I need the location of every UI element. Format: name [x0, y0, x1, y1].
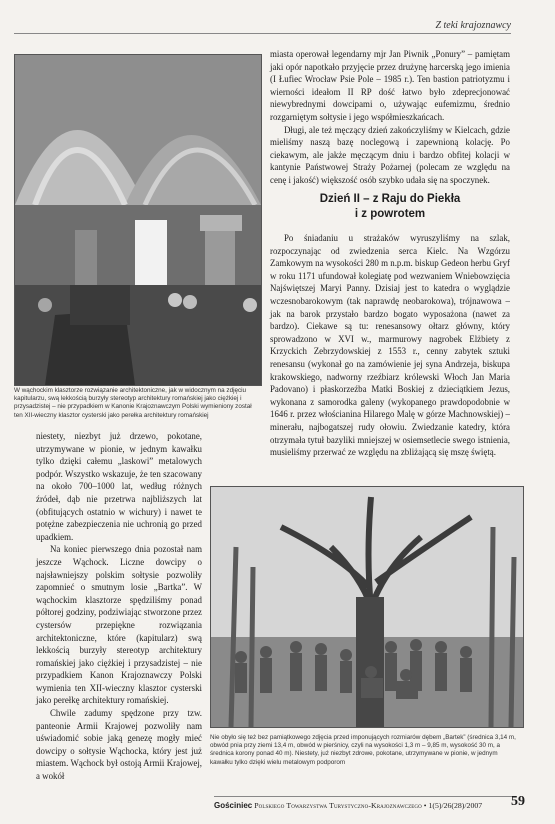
paragraph: niestety, niezbyt już drzewo, pokotane, utrzymywane w pionie, w jednym kawałku tylko dzięki całemu „laskowi” metalowych podpór. Wszystko wskazuje, że ten szacowany na około 700–1000 lat, według różnych źródeł, dąb nie przetrwa najbliższych lat (obfitujących ostatnio w wichury) i nawet te potężne zabezpieczenia nie uchronią go przed upadkiem.	[36, 431, 202, 542]
page-footer	[214, 796, 515, 810]
page-number: 59	[511, 794, 525, 809]
photo-bartek-oak	[210, 486, 524, 728]
photo-bartek-oak-caption: Nie obyło się też bez pamiątkowego zdjęcia przed imponujących rozmiarów dębem „Bartek” (średnica 3,14 m, obwód pnia przy ziemi 13,4 m, obwód w pierśnicy, czyli na wysokości 1,3 m – 9,85 m, wysokość 30 m, a średnica korony ponad 40 m). Niestety, już niezbyt zdrowe, pokotane, utrzymywane w pionie, w jednym kawałku tylko dzięki wielu metalowym podporom	[210, 734, 516, 766]
paragraph: miasta operował legendarny mjr Jan Piwnik „Ponury” – pamiętam jaki opór napotkało przyjęcie przez drużynę harcerską jego imienia (I Łufiec Wrocław Psie Pole – 1985 r.). Ten bastion patriotyzmu i wierności ideałom II RP dość łatwo było zdeprecjonować niewybrednymi dowcipami o, używając eufemizmu, średnio rozgarniętym sołtysie i jego współmieszkańcach.	[270, 49, 510, 122]
paragraph: Chwile zadumy spędzone przy tzw. panteonie Armii Krajowej pozwoliły nam uświadomić sobie jaką genezę mogły mieć dowcipy o sołtysie Wąchocka, który jest już miastem. Wąchock był ostoją Armii Krajowej, a wokół	[36, 708, 202, 782]
section-heading	[270, 192, 510, 222]
chapter-house-image	[15, 55, 261, 385]
paragraph: Na koniec pierwszego dnia pozostał nam jeszcze Wąchock. Liczne dowcipy o najsławniejszy polskim sołtysie pozwoliły zapomnieć o smutnym losie „Bartka”. W wąchockim klasztorze spędziliśmy ponad półtorej godziny, podziwiając stworzone przez cystersów przepiękne rozwiązania architektoniczne, które (kapitularz) swą lekkością burzyły stereotyp architektury romańskiej jako ciężkiej i przysadzistej – nie przypadkiem Kanon Krajoznawczy Polski wymienia ten XII-wieczny klasztor cysterski jako perełkę architektury romańskiej.	[36, 544, 202, 706]
right-column-middle	[270, 232, 510, 459]
right-column-upper	[270, 48, 510, 187]
photo-chapter-house-caption: W wąchockim klasztorze rozwiązanie architektoniczne, jak w widocznym na zdjęciu kapitularzu, swą lekkością burzyły stereotyp architektury romańskiej jako ciężkiej i przysadzistej – nie przypadkiem w Kanonie Krajoznawczym Polski wymieniony został ten XII-wieczny klasztor cysterski jako perełka architektury romańskiej	[14, 387, 252, 419]
header-rule	[14, 33, 511, 34]
left-column-lower	[36, 430, 202, 783]
paragraph: Po śniadaniu u strażaków wyruszyliśmy na szlak, rozpoczynając od zwiedzenia serca Kielc. Na Wzgórzu Zamkowym na wysokości 280 m n.p.m. biskup Gedeon herbu Gryf w roku 1171 ufundował kolegiatę pod wezwaniem Wniebowzięcia Najświętszej Maryi Panny. Dzisiaj jest to katedra o wyglądzie wczesnobarokowym (tak naprawdę neobarokowa), trójnawowa – jak na barok przystało bardzo bogato wyposażona (nawet za bardzo). Ciekawe są tu: renesansowy ołtarz główny, który sprowadzono w XVI w., marmurowy nagrobek Elżbiety z Krzyckich Zebrzydowskiej z 1553 r., cenny zabytek sztuki renesansu (wykonał go na zamówienie jej syna Andrzeja, biskupa krakowskiego, nadworny rzeźbiarz królewski Włoch Jan Maria Padovano) i płaskorzeźba Matki Boskiej z dzieciątkiem Jezus, wykonana z samorodka galeny (wykopanego prawdopodobnie w 1646 r. przez włościanina Hilarego Malę w górze Machnowskiej) – minerału, najbogatszej rudy ołowiu. Zwiedzanie katedry, która otrzymała tytuł bazyliki mniejszej w osiemsetlecie swego istnienia, musieliśmy przerwać ze względu na zbliżającą się mszę świętą.	[270, 233, 510, 458]
bullet-separator: •	[423, 801, 427, 810]
organization-name: Polskiego Towarzystwa Turystyczno-Krajoznawczego	[254, 801, 422, 810]
running-head: Z teki krajoznawcy	[435, 20, 511, 31]
paragraph: Długi, ale też męczący dzień zakończyliśmy w Kielcach, gdzie mieliśmy naszą bazę noclegową i zapewnioną kolację. Po ciekawym, ale jakże męczącym dniu i bardzo obfitej kolacji w kantynie Państwowej Straży Pożarnej (polecam ze względu na cenę i jakość) większość osób szybko udała się na spoczynek.	[270, 124, 510, 185]
magazine-name: Gościniec	[214, 801, 253, 810]
footer-text	[214, 801, 482, 810]
section-heading-line1: Dzień II – z Raju do Piekła	[319, 193, 461, 205]
bartek-oak-image	[211, 487, 523, 727]
section-heading-line2: i z powrotem	[354, 208, 426, 220]
photo-chapter-house	[14, 54, 262, 386]
issue-number: 1(5)/26(28)/2007	[428, 801, 483, 810]
